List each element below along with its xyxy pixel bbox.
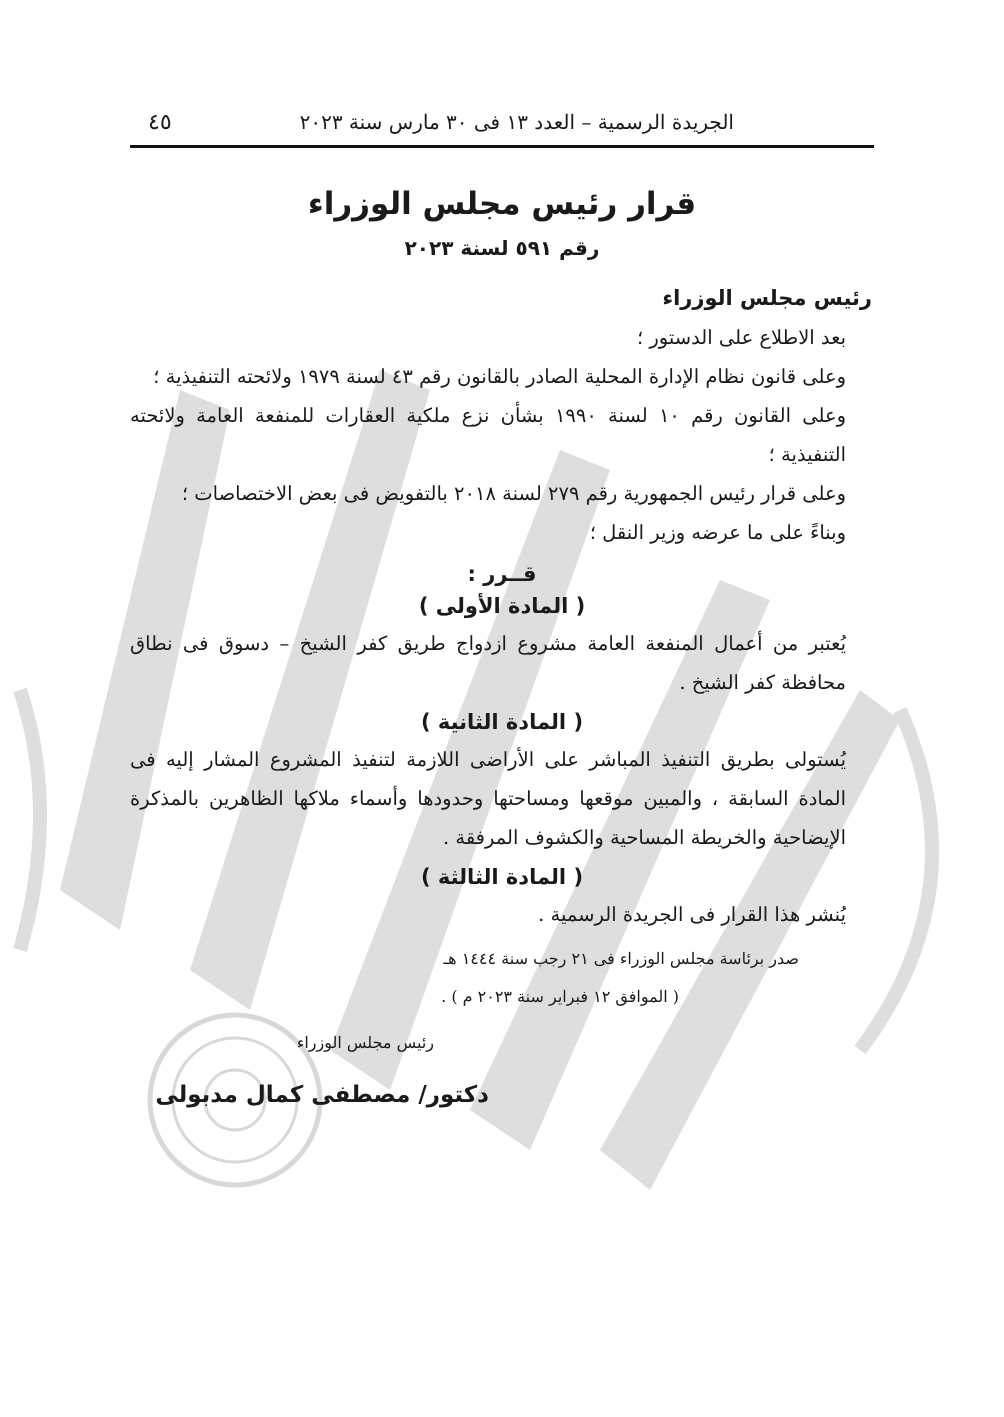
signatory-title: رئيس مجلس الوزراء <box>296 1033 434 1052</box>
preamble-line: وعلى القانون رقم ١٠ لسنة ١٩٩٠ بشأن نزع ملكية العقارات للمنفعة العامة ولائحته التنفيذية ؛ <box>130 404 846 466</box>
preamble-line: وعلى قرار رئيس الجمهورية رقم ٢٧٩ لسنة ٢٠١٨ بالتفويض فى بعض الاختصاصات ؛ <box>181 482 846 505</box>
decision-word: قــرر : <box>467 562 537 586</box>
article-text: يُعتبر من أعمال المنفعة العامة مشروع ازدواج طريق كفر الشيخ – دسوق فى نطاق محافظة كفر الشيخ . <box>130 632 846 694</box>
gazette-page <box>130 110 874 1114</box>
article-heading: ( المادة الثانية ) <box>420 710 584 734</box>
issued-date-gregorian: ( الموافق ١٢ فبراير سنة ٢٠٢٣ م ) . <box>441 987 679 1006</box>
article-heading: ( المادة الأولى ) <box>418 594 586 618</box>
preamble <box>130 318 874 552</box>
article-text: يُنشر هذا القرار فى الجريدة الرسمية . <box>538 903 846 926</box>
decree-number: رقم ٥٩١ لسنة ٢٠٢٣ <box>404 236 600 260</box>
signature-block <box>130 940 874 1114</box>
preamble-line: بعد الاطلاع على الدستور ؛ <box>636 326 846 349</box>
decree-title: قرار رئيس مجلس الوزراء <box>307 186 697 222</box>
running-header <box>130 110 874 148</box>
signatory-name: دكتور/ مصطفى كمال مدبولى <box>155 1082 489 1108</box>
issued-date-hijri: صدر برئاسة مجلس الوزراء فى ٢١ رجب سنة ١٤٤٤ هـ <box>443 949 799 968</box>
article-text: يُستولى بطريق التنفيذ المباشر على الأراضى اللازمة لتنفيذ المشروع المشار إليه فى المادة السابقة ، والمبين موقعها ومساحتها وحدودها وأسماء ملاكها الظاهرين بالمذكرة الإيضاحية والخريطة المساحية والكشوف المرفقة . <box>130 748 846 849</box>
article-heading: ( المادة الثالثة ) <box>420 865 584 889</box>
running-title: الجريدة الرسمية – العدد ١٣ فى ٣٠ مارس سنة ٢٠٢٣ <box>299 110 734 134</box>
issuer-heading: رئيس مجلس الوزراء <box>662 286 872 310</box>
page-number: ٤٥ <box>148 110 172 135</box>
preamble-line: وبناءً على ما عرضه وزير النقل ؛ <box>589 521 846 544</box>
preamble-line: وعلى قانون نظام الإدارة المحلية الصادر بالقانون رقم ٤٣ لسنة ١٩٧٩ ولائحته التنفيذية ؛ <box>153 365 846 388</box>
